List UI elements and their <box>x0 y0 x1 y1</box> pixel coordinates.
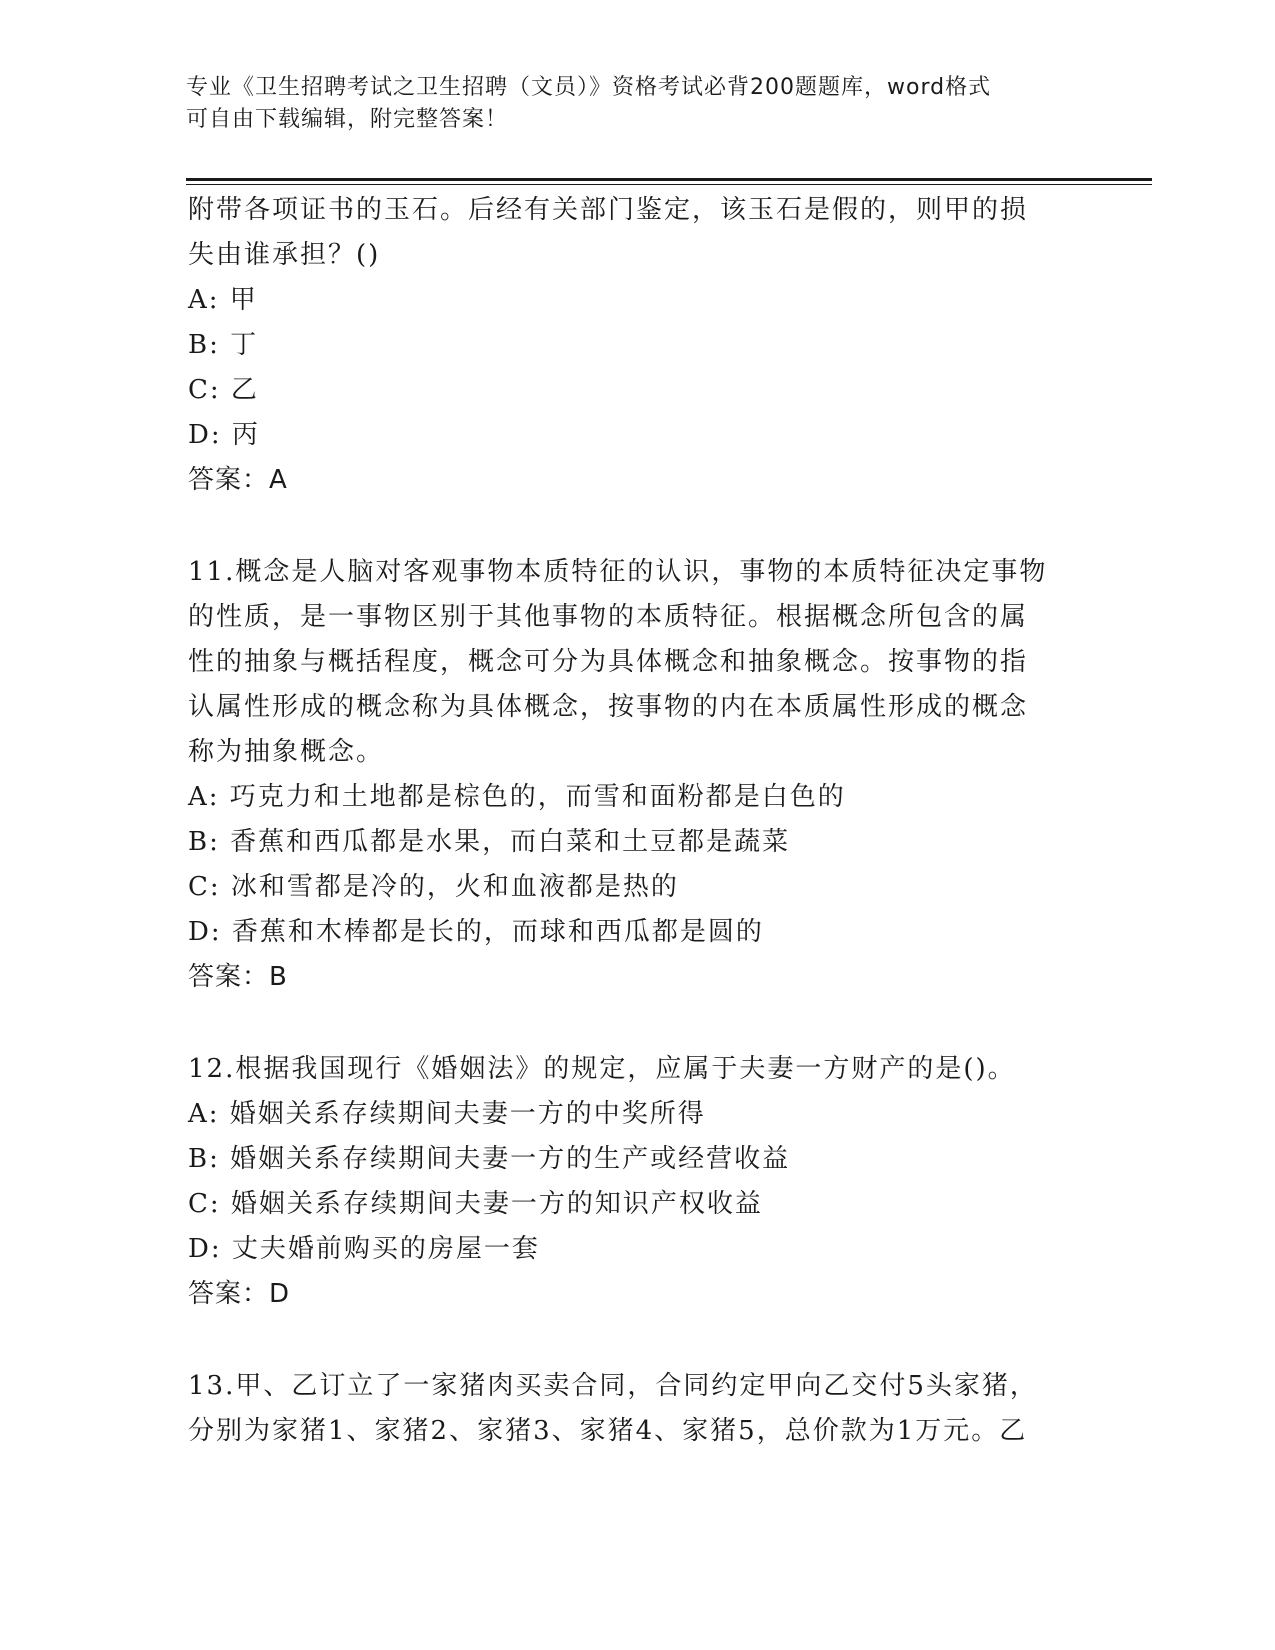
option-d: D: 丙 <box>188 420 260 450</box>
header-divider-thick <box>186 178 1152 181</box>
question-13 <box>188 1364 1088 1454</box>
option-a: A: 巧克力和土地都是棕色的，而雪和面粉都是白色的 <box>188 782 846 812</box>
option-a: A: 甲 <box>188 285 258 315</box>
question-list <box>188 188 1088 1454</box>
question-text-line: 认属性形成的概念称为具体概念，按事物的内在本质属性形成的概念 <box>188 692 1029 722</box>
question-text-line: 的性质，是一事物区别于其他事物的本质特征。根据概念所包含的属 <box>188 602 1029 632</box>
question-text-line: 11.概念是人脑对客观事物本质特征的认识，事物的本质特征决定事物 <box>188 557 1048 587</box>
question-10-continued <box>188 188 1088 503</box>
header-title-line-2: 可自由下载编辑，附完整答案！ <box>186 107 509 132</box>
option-b: B: 香蕉和西瓜都是水果，而白菜和土豆都是蔬菜 <box>188 827 791 857</box>
option-c: C: 婚姻关系存续期间夫妻一方的知识产权收益 <box>188 1189 763 1219</box>
question-text-line: 失由谁承担？() <box>188 240 381 270</box>
option-b: B: 丁 <box>188 330 259 360</box>
answer-label: 答案：B <box>188 962 288 992</box>
option-c: C: 乙 <box>188 375 259 405</box>
header-title-line-1: 专业《卫生招聘考试之卫生招聘（文员）》资格考试必背200题题库，word格式 <box>186 75 992 100</box>
answer-label: 答案：D <box>188 1279 291 1309</box>
option-d: D: 丈夫婚前购买的房屋一套 <box>188 1234 540 1264</box>
option-b: B: 婚姻关系存续期间夫妻一方的生产或经营收益 <box>188 1144 791 1174</box>
document-header <box>186 72 1086 136</box>
question-text-line: 分别为家猪1、家猪2、家猪3、家猪4、家猪5，总价款为1万元。乙 <box>188 1416 1028 1446</box>
option-a: A: 婚姻关系存续期间夫妻一方的中奖所得 <box>188 1099 706 1129</box>
option-c: C: 冰和雪都是冷的，火和血液都是热的 <box>188 872 679 902</box>
answer-label: 答案：A <box>188 465 288 495</box>
question-12 <box>188 1047 1088 1317</box>
question-text-line: 13.甲、乙订立了一家猪肉买卖合同，合同约定甲向乙交付5头家猪， <box>188 1371 1038 1401</box>
header-divider-thin <box>186 184 1152 185</box>
question-11 <box>188 550 1088 1000</box>
question-text-line: 12.根据我国现行《婚姻法》的规定，应属于夫妻一方财产的是()。 <box>188 1054 1016 1084</box>
question-text-line: 性的抽象与概括程度，概念可分为具体概念和抽象概念。按事物的指 <box>188 647 1029 677</box>
question-text-line: 称为抽象概念。 <box>188 737 385 767</box>
question-text-line: 附带各项证书的玉石。后经有关部门鉴定，该玉石是假的，则甲的损 <box>188 195 1029 225</box>
option-d: D: 香蕉和木棒都是长的，而球和西瓜都是圆的 <box>188 917 764 947</box>
